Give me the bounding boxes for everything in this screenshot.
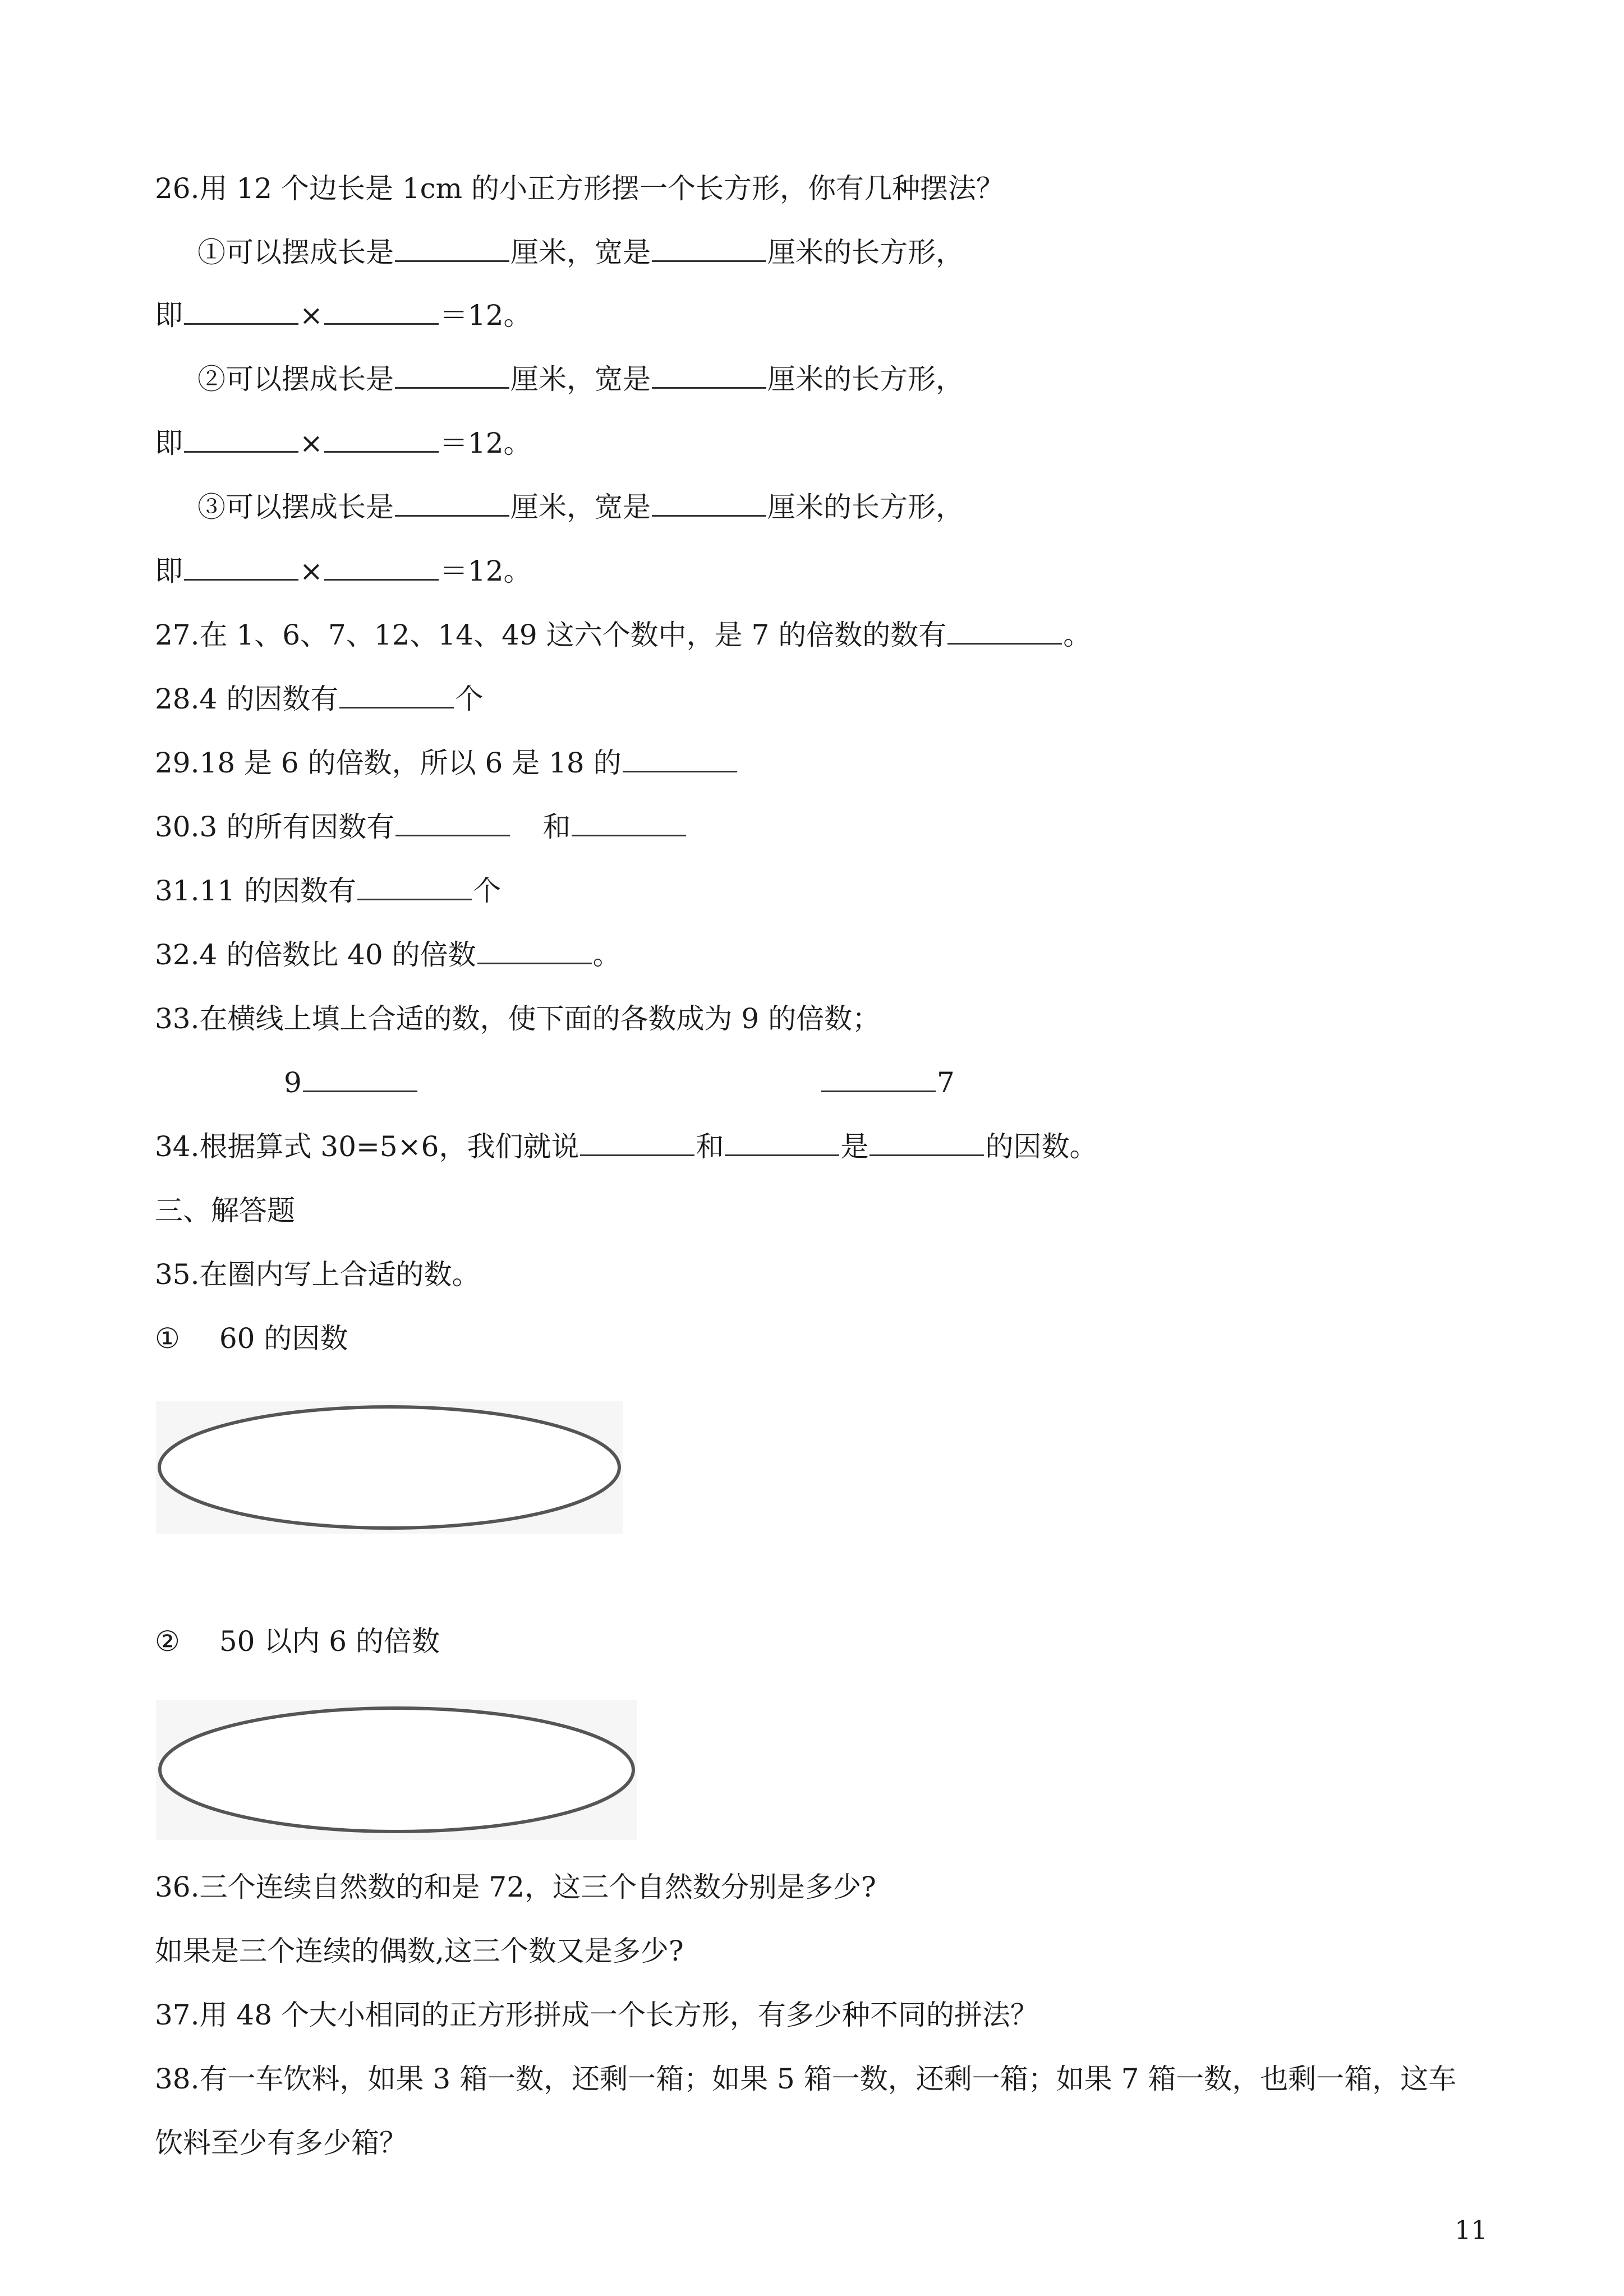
answer-blank[interactable] [623, 746, 737, 772]
answer-blank[interactable] [324, 426, 439, 453]
answer-blank[interactable] [947, 618, 1062, 645]
answer-blank[interactable] [324, 554, 439, 581]
q33-item-right: 7 [820, 1066, 955, 1099]
q27: 27.在 1、6、7、12、14、49 这六个数中，是 7 的倍数的数有 。 [155, 619, 1092, 651]
q34: 34.根据算式 30=5×6，我们就说 和 是 的因数。 [155, 1130, 1098, 1163]
q30: 30.3 的所有因数有 和 [155, 810, 687, 844]
q29: 29.18 是 6 的倍数，所以 6 是 18 的 [155, 746, 738, 780]
section-heading: 三、解答题 [155, 1194, 295, 1227]
q28: 28.4 的因数有 个 [155, 683, 484, 715]
answer-blank[interactable] [652, 490, 766, 517]
q32: 32.4 的倍数比 40 的倍数 。 [155, 938, 621, 971]
q38-continued: 饮料至少有多少箱？ [155, 2127, 407, 2159]
q35-part-2: ② 50 以内 6 的倍数 [155, 1625, 440, 1658]
answer-blank[interactable] [580, 1130, 694, 1156]
answer-blank[interactable] [821, 1066, 936, 1092]
page-number: 11 [1455, 2215, 1488, 2245]
answer-blank[interactable] [184, 298, 298, 325]
q35: 35.在圈内写上合适的数。 [155, 1258, 480, 1291]
answer-oval-2[interactable] [156, 1700, 637, 1840]
answer-blank[interactable] [572, 810, 686, 836]
q38: 38.有一车饮料，如果 3 箱一数，还剩一箱；如果 5 箱一数，还剩一箱；如果 7 箱一数，也剩一箱，这车 [155, 2063, 1457, 2095]
answer-blank[interactable] [725, 1130, 839, 1156]
answer-blank[interactable] [395, 236, 509, 262]
answer-blank[interactable] [303, 1066, 417, 1092]
answer-blank[interactable] [395, 810, 510, 836]
answer-blank[interactable] [339, 682, 454, 708]
q26-equation-2: 即 × ＝12。 [155, 427, 532, 459]
q36-followup: 如果是三个连续的偶数,这三个数又是多少? [155, 1935, 684, 1967]
answer-blank[interactable] [869, 1130, 984, 1156]
q26-option-2: ②可以摆成长是 厘米，宽是 厘米的长方形， [197, 363, 964, 395]
q26-equation-3: 即 × ＝12。 [155, 555, 532, 587]
answer-blank[interactable] [184, 426, 298, 453]
q26-option-3: ③可以摆成长是 厘米，宽是 厘米的长方形， [197, 491, 964, 523]
answer-blank[interactable] [395, 490, 509, 517]
q26-title: 26.用 12 个边长是 1cm 的小正方形摆一个长方形，你有几种摆法？ [155, 172, 1004, 205]
q36: 36.三个连续自然数的和是 72，这三个自然数分别是多少? [155, 1871, 876, 1903]
q31: 31.11 的因数有 个 [155, 875, 502, 907]
answer-blank[interactable] [184, 554, 298, 581]
q33-item-left: 9 [284, 1066, 418, 1099]
answer-blank[interactable] [652, 236, 766, 262]
q37: 37.用 48 个大小相同的正方形拼成一个长方形，有多少种不同的拼法？ [155, 1999, 1038, 2031]
answer-blank[interactable] [477, 938, 592, 964]
q35-part-1: ① 60 的因数 [155, 1322, 348, 1355]
answer-blank[interactable] [395, 362, 509, 389]
answer-blank[interactable] [652, 362, 766, 389]
answer-blank[interactable] [324, 298, 439, 325]
answer-oval-1[interactable] [156, 1401, 623, 1534]
answer-blank[interactable] [357, 874, 472, 900]
q26-equation-1: 即 × ＝12。 [155, 299, 532, 332]
q33: 33.在横线上填上合适的数，使下面的各数成为 9 的倍数； [155, 1002, 881, 1035]
q26-option-1: ①可以摆成长是 厘米，宽是 厘米的长方形， [197, 236, 964, 269]
